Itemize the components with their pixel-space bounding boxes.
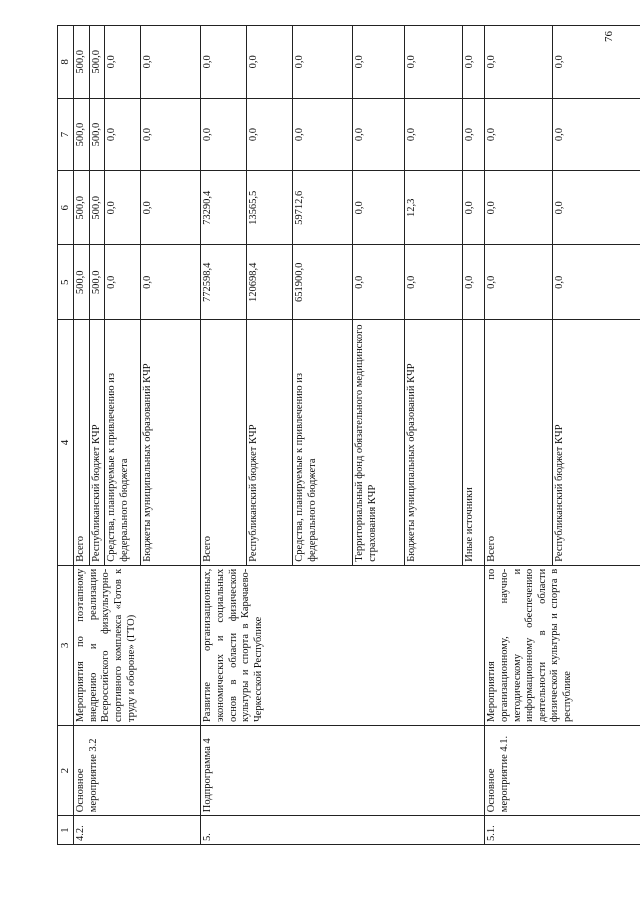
value-cell: 0,0: [485, 245, 553, 320]
value-cell: 0,0: [141, 98, 201, 171]
header-cell: 8: [58, 26, 74, 99]
funding-source: Всего: [74, 320, 90, 565]
value-cell: 0,0: [105, 98, 141, 171]
funding-source: Средства, планируемые к привлечению из федерального бюджета: [293, 320, 353, 565]
value-cell: 0,0: [141, 245, 201, 320]
value-cell: 13565,5: [247, 171, 293, 245]
row-type: Подпрограмма 4: [201, 726, 485, 816]
header-row: [58, 26, 74, 845]
row-name: Мероприятия по организационному, научно-методическому и информационному обеспечению деятельности в области физической культуры и спорта в республике: [485, 565, 640, 725]
value-cell: 0,0: [247, 98, 293, 171]
value-cell: 0,0: [353, 26, 405, 99]
funding-source: Всего: [201, 320, 247, 565]
table-row: [74, 26, 90, 845]
header-cell: 1: [58, 816, 74, 845]
value-cell: 0,0: [353, 245, 405, 320]
value-cell: 0,0: [553, 171, 640, 245]
row-number: 5.: [201, 816, 485, 845]
value-cell: 500,0: [74, 26, 90, 99]
row-name: Мероприятия по поэтапному внедрению и реализации Всероссийского физкультурно-спортивного комплекса «Готов к труду и обороне» (ГТО): [74, 565, 201, 725]
funding-source: Республиканский бюджет КЧР: [247, 320, 293, 565]
value-cell: 0,0: [105, 171, 141, 245]
value-cell: 0,0: [247, 26, 293, 99]
value-cell: 0,0: [463, 171, 485, 245]
header-cell: 3: [58, 565, 74, 725]
value-cell: 500,0: [89, 171, 105, 245]
value-cell: 12,3: [405, 171, 463, 245]
funding-source: Бюджеты муниципальных образований КЧР: [405, 320, 463, 565]
value-cell: 0,0: [405, 245, 463, 320]
value-cell: 500,0: [74, 98, 90, 171]
funding-source: Всего: [485, 320, 553, 565]
value-cell: 0,0: [141, 171, 201, 245]
value-cell: 0,0: [105, 26, 141, 99]
header-cell: 6: [58, 171, 74, 245]
row-number: 5.1.: [485, 816, 640, 845]
header-cell: 4: [58, 320, 74, 565]
value-cell: 0,0: [463, 98, 485, 171]
value-cell: 73290,4: [201, 171, 247, 245]
header-cell: 2: [58, 726, 74, 816]
value-cell: 0,0: [293, 26, 353, 99]
funding-source: Территориальный фонд обязательного медицинского страхования КЧР: [353, 320, 405, 565]
value-cell: 0,0: [553, 245, 640, 320]
funding-source: Республиканский бюджет КЧР: [553, 320, 640, 565]
value-cell: 0,0: [105, 245, 141, 320]
value-cell: 0,0: [553, 26, 640, 99]
header-cell: 5: [58, 245, 74, 320]
value-cell: 0,0: [405, 26, 463, 99]
row-name: Развитие организационных, экономических и социальных основ в области физической культуры и спорта в Карачаево-Черкесской Республике: [201, 565, 485, 725]
value-cell: 0,0: [553, 98, 640, 171]
rotated-table-container: [57, 25, 573, 845]
value-cell: 500,0: [89, 26, 105, 99]
value-cell: 0,0: [485, 98, 553, 171]
value-cell: 0,0: [485, 171, 553, 245]
row-type: Основное мероприятие 4.1.: [485, 726, 640, 816]
value-cell: 500,0: [74, 171, 90, 245]
value-cell: 772598,4: [201, 245, 247, 320]
value-cell: 0,0: [485, 26, 553, 99]
table-body: [74, 26, 640, 845]
funding-source: Бюджеты муниципальных образований КЧР: [141, 320, 201, 565]
funding-source: Республиканский бюджет КЧР: [89, 320, 105, 565]
value-cell: 0,0: [353, 171, 405, 245]
value-cell: 120698,4: [247, 245, 293, 320]
row-type: Основное мероприятие 3.2: [74, 726, 201, 816]
value-cell: 500,0: [89, 98, 105, 171]
value-cell: 0,0: [463, 245, 485, 320]
value-cell: 0,0: [293, 98, 353, 171]
value-cell: 0,0: [201, 26, 247, 99]
value-cell: 0,0: [201, 98, 247, 171]
value-cell: 0,0: [141, 26, 201, 99]
value-cell: 59712,6: [293, 171, 353, 245]
value-cell: 0,0: [463, 26, 485, 99]
funding-source: Средства, планируемые к привлечению из федерального бюджета: [105, 320, 141, 565]
header-cell: 7: [58, 98, 74, 171]
page-number: 76: [603, 31, 615, 42]
value-cell: 0,0: [405, 98, 463, 171]
value-cell: 500,0: [89, 245, 105, 320]
value-cell: 651900,0: [293, 245, 353, 320]
value-cell: 0,0: [353, 98, 405, 171]
table-row: [485, 26, 553, 845]
value-cell: 500,0: [74, 245, 90, 320]
table-row: [201, 26, 247, 845]
budget-table: [57, 25, 640, 845]
row-number: 4.2.: [74, 816, 201, 845]
funding-source: Иные источники: [463, 320, 485, 565]
